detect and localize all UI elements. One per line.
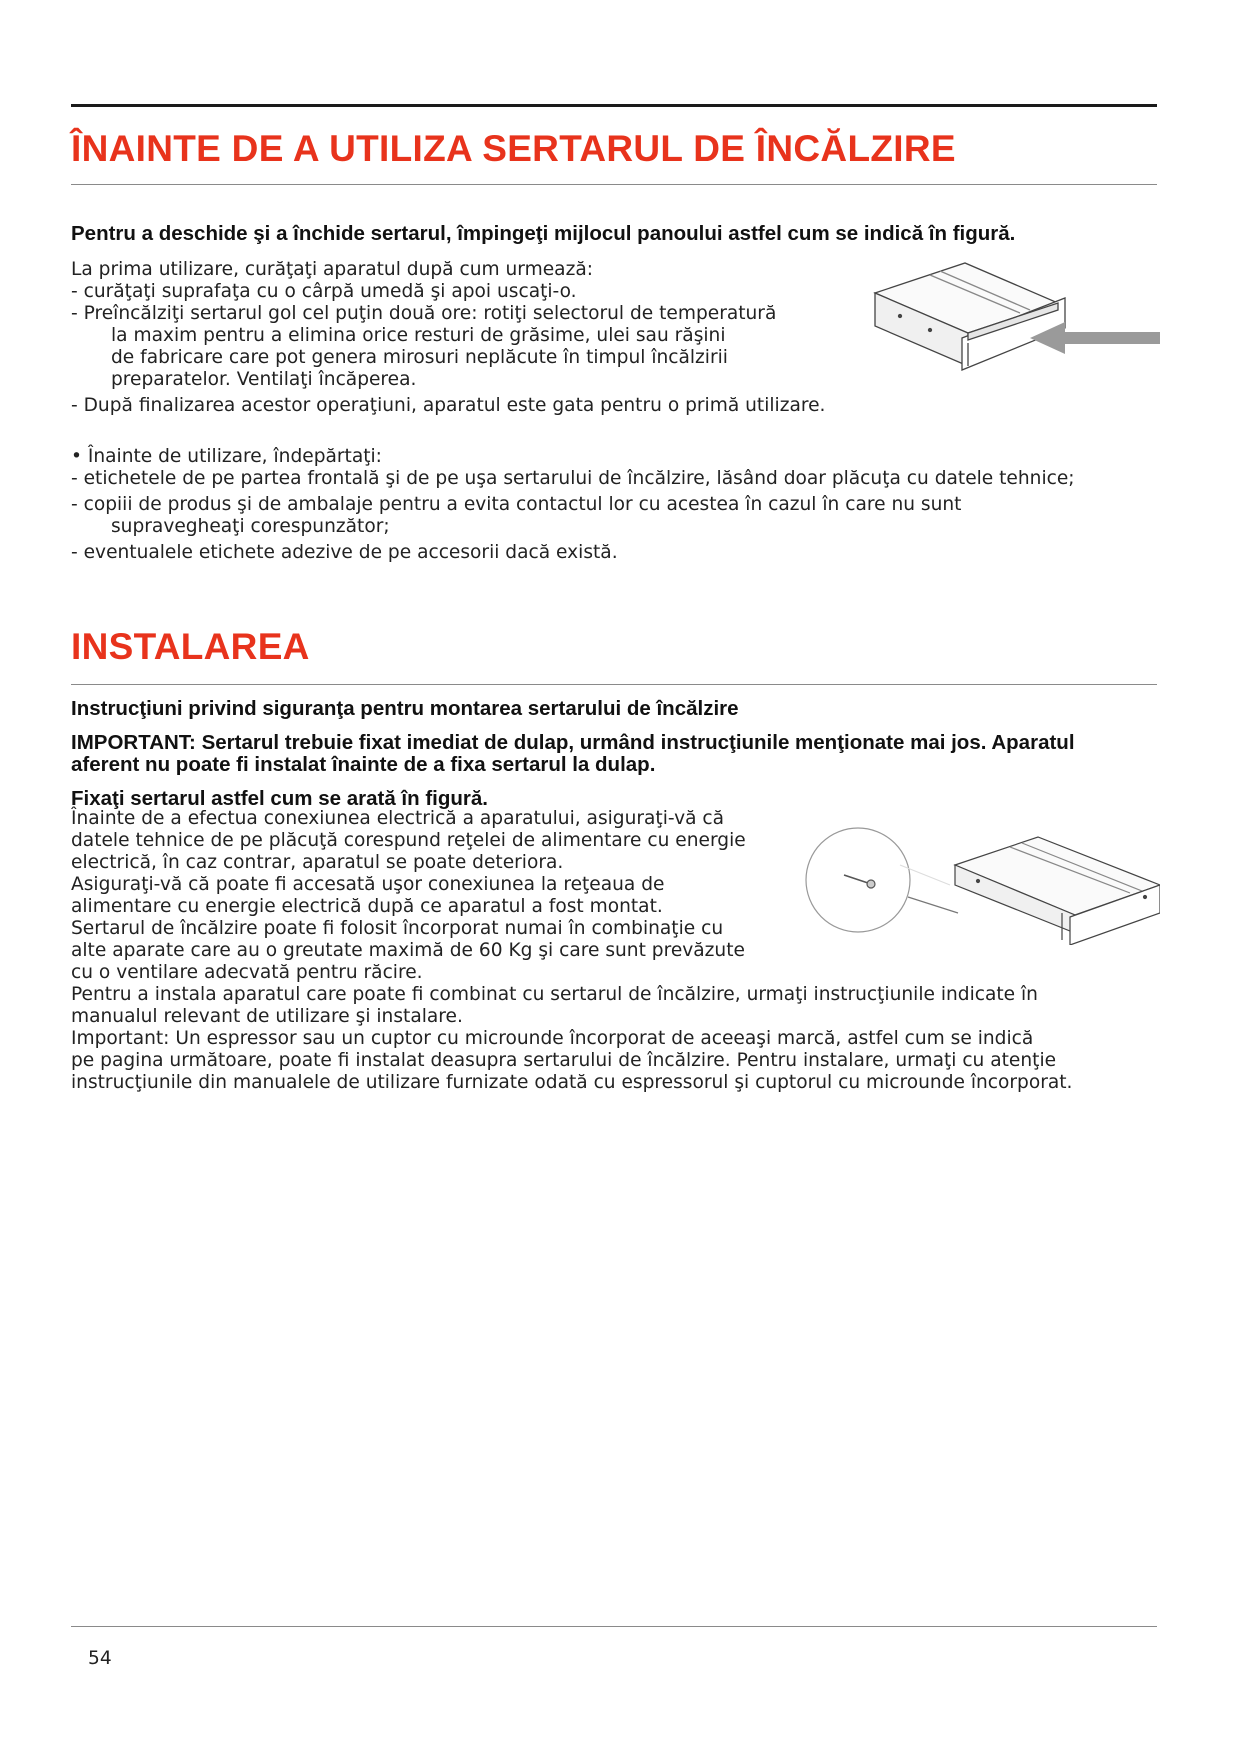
install-line: Înainte de a efectua conexiunea electrică a aparatului, asiguraţi-vă că bbox=[71, 808, 725, 829]
install-line: alimentare cu energie electrică după ce aparatul a fost montat. bbox=[71, 896, 663, 917]
install-line: Asiguraţi-vă că poate fi accesată uşor conexiunea la reţeaua de bbox=[71, 874, 665, 895]
remove-line: supravegheaţi corespunzător; bbox=[111, 516, 390, 537]
first-use-line: - curăţaţi suprafaţa cu o cârpă umedă şi apoi uscaţi-o. bbox=[71, 281, 577, 302]
section1-rule bbox=[71, 184, 1157, 185]
first-use-list bbox=[71, 259, 825, 417]
install-line: pe pagina următoare, poate fi instalat deasupra sertarului de încălzire. Pentru instalare, urmaţi cu atenţie bbox=[71, 1050, 1057, 1071]
screw-icon bbox=[844, 875, 875, 888]
page-number: 54 bbox=[88, 1648, 112, 1669]
install-line: cu o ventilare adecvată pentru răcire. bbox=[71, 962, 423, 983]
important-line: aferent nu poate fi instalat înainte de a fixa sertarul la dulap. bbox=[71, 753, 656, 776]
remove-list bbox=[71, 446, 1075, 564]
install-line: Important: Un espressor sau un cuptor cu microunde încorporat de aceeaşi marcă, astfel cum se indică bbox=[71, 1028, 1034, 1049]
drawer-push-figure bbox=[870, 258, 1160, 388]
important-line: IMPORTANT: Sertarul trebuie fixat imediat de dulap, urmând instrucţiunile menţionate mai jos. Aparatul bbox=[71, 731, 1075, 754]
first-use-line: de fabricare care pot genera mirosuri neplăcute în timpul încălzirii bbox=[111, 347, 728, 368]
first-use-line: - Preîncălziţi sertarul gol cel puţin două ore: rotiţi selectorul de temperatură bbox=[71, 303, 777, 324]
section2-rule bbox=[71, 684, 1157, 685]
top-rule bbox=[71, 104, 1157, 107]
remove-line: • Înainte de utilizare, îndepărtaţi: bbox=[71, 446, 382, 467]
install-line: electrică, în caz contrar, aparatul se poate deteriora. bbox=[71, 852, 564, 873]
first-use-line: - După finalizarea acestor operaţiuni, aparatul este gata pentru o primă utilizare. bbox=[71, 395, 826, 416]
install-line: Sertarul de încălzire poate fi folosit încorporat numai în combinaţie cu bbox=[71, 918, 724, 939]
remove-line: - copiii de produs şi de ambalaje pentru a evita contactul lor cu acestea în cazul în care nu sunt bbox=[71, 494, 962, 515]
first-use-line: La prima utilizare, curăţaţi aparatul după cum urmează: bbox=[71, 259, 593, 280]
remove-line: - etichetele de pe partea frontală şi de pe uşa sertarului de încălzire, lăsând doar plăcuţa cu datele tehnice; bbox=[71, 468, 1075, 489]
first-use-line: preparatelor. Ventilaţi încăperea. bbox=[111, 369, 417, 390]
section2-title: INSTALAREA bbox=[71, 626, 310, 667]
install-line: datele tehnice de pe plăcuţă corespund reţelei de alimentare cu energie bbox=[71, 830, 746, 851]
first-use-line: la maxim pentru a elimina orice resturi de grăsime, ulei sau răşini bbox=[111, 325, 726, 346]
install-line: manualul relevant de utilizare şi instalare. bbox=[71, 1006, 463, 1027]
install-line: Pentru a instala aparatul care poate fi combinat cu sertarul de încălzire, urmaţi instrucţiunile indicate în bbox=[71, 984, 1038, 1005]
footer-rule bbox=[71, 1626, 1157, 1627]
section2-subtitle: Instrucţiuni privind siguranţa pentru montarea sertarului de încălzire bbox=[71, 697, 739, 720]
install-line: alte aparate care au o greutate maximă de 60 Kg şi care sunt prevăzute bbox=[71, 940, 745, 961]
install-line: instrucţiunile din manualele de utilizare furnizate odată cu espressorul şi cuptorul cu microunde încorporat. bbox=[71, 1072, 1073, 1093]
drawer-fixing-figure bbox=[800, 825, 1160, 945]
section1-instruction: Pentru a deschide şi a închide sertarul, împingeţi mijlocul panoului astfel cum se indică în figură. bbox=[71, 222, 1016, 245]
fix-heading: Fixaţi sertarul astfel cum se arată în figură. bbox=[71, 787, 488, 810]
remove-line: - eventualele etichete adezive de pe accesorii dacă există. bbox=[71, 542, 618, 563]
section1-title: ÎNAINTE DE A UTILIZA SERTARUL DE ÎNCĂLZIRE bbox=[71, 128, 956, 169]
